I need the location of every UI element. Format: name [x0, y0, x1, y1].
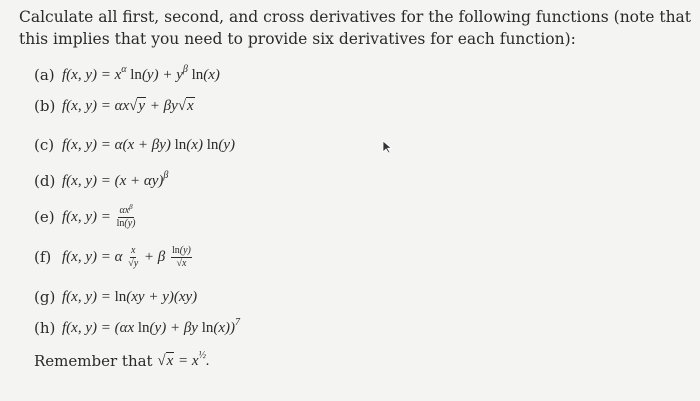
item-label: (d): [34, 172, 56, 190]
formula-d: f(x, $y) = (x + \alpha y)^\beta$: [62, 169, 169, 189]
formula-b: f(x, y) = αx√y + βy√x: [62, 97, 194, 114]
item-label: (c): [34, 136, 55, 154]
formula-g: f(x, y) = ln(xy + y)(xy): [62, 288, 198, 305]
formula-c: f(x, y) = α(x + βy) ln(x) ln(y): [62, 136, 236, 153]
formula-h: f(x, y) = (αx ln(y) + βy ln(x))$^7$: [62, 316, 241, 336]
mouse-pointer-icon: [381, 140, 395, 154]
note-formula: $√x = x^{\frac{1}{2}}$.: [157, 349, 210, 369]
remember-note: [34, 349, 210, 373]
item-g: [34, 285, 197, 309]
fraction: $\frac{\alpha x^\beta}{\ln(y)}$: [116, 202, 136, 229]
item-label: (e): [34, 208, 55, 226]
item-h: [34, 316, 240, 340]
item-e: [34, 202, 138, 229]
item-label: (a): [34, 66, 55, 84]
item-f: [34, 245, 194, 269]
item-label: (b): [34, 97, 56, 115]
item-c: [34, 133, 235, 157]
fraction: $\frac{x}{√y}$: [128, 244, 139, 269]
item-b: [34, 94, 195, 118]
item-a: [34, 63, 220, 87]
formula-a: f(x, $y) = x^\alpha$ $\ln(y) + y^\beta$ ln(x): [62, 63, 220, 83]
item-label: (f): [34, 248, 52, 266]
fraction: $\frac{\ln(y)}{√x}$: [172, 244, 191, 269]
formula-e: f(x, y) = $\frac{\alpha x^\beta}{\ln(y)}$: [62, 202, 136, 229]
note-text: Remember that: [34, 352, 153, 370]
item-label: (g): [34, 288, 56, 306]
problem-line-1: Calculate all first, second, and cross derivatives for the following functions (note that: [19, 8, 692, 26]
item-label: (h): [34, 319, 56, 337]
problem-statement: [19, 6, 691, 50]
problem-line-2: this implies that you need to provide six derivatives for each function):: [19, 30, 576, 48]
formula-f: f(x, y) = α $\frac{x}{√y}$ + β $\frac{\ln(y)}{√x}$: [62, 244, 191, 269]
item-d: [34, 169, 168, 193]
